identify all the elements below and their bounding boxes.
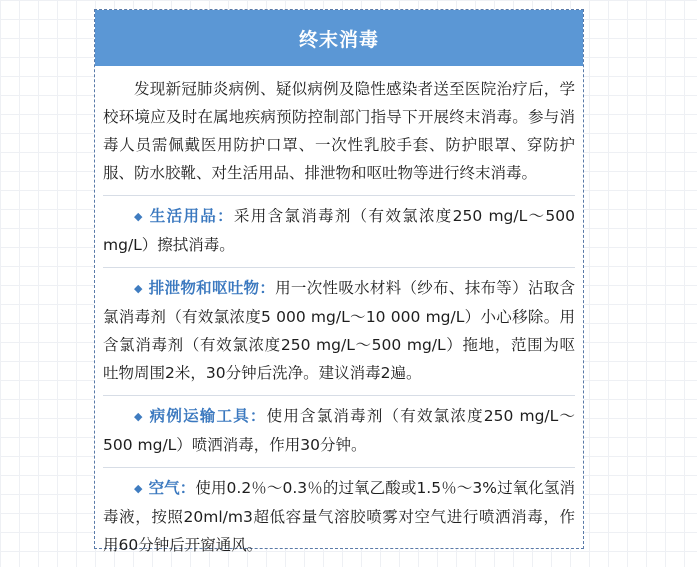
item-text: 采用含氯消毒剂（有效氯浓度250 mg/L～500 mg/L）擦拭消毒。 [103, 207, 575, 254]
diamond-bullet-icon: ◆ [134, 482, 143, 495]
item-daily-goods [95, 196, 583, 267]
diamond-bullet-icon: ◆ [134, 210, 144, 223]
diamond-bullet-icon: ◆ [134, 410, 144, 423]
item-text: 使用0.2％～0.3％的过氧乙酸或1.5％～3%过氧化氢消毒液，按照20ml/m3超低容量气溶胶喷雾对空气进行喷洒消毒，作用60分钟后开窗通风。 [103, 479, 575, 554]
item-label: 生活用品： [149, 207, 234, 225]
intro-paragraph: 发现新冠肺炎病例、疑似病例及隐性感染者送至医院治疗后，学校环境应及时在属地疾病预防控制部门指导下开展终末消毒。参与消毒人员需佩戴医用防护口罩、一次性乳胶手套、防护眼罩、穿防护服、防水胶靴、对生活用品、排泄物和呕吐物等进行终末消毒。 [103, 80, 575, 182]
item-label: 排泄物和呕吐物： [148, 279, 276, 297]
item-excreta-vomit [95, 268, 583, 395]
item-label: 病例运输工具： [149, 407, 267, 425]
item-text: 用一次性吸水材料（纱布、抹布等）沾取含氯消毒剂（有效氯浓度5 000 mg/L～10 000 mg/L）小心移除。用含氯消毒剂（有效氯浓度250 mg/L～500 mg/L）拖地，范围为呕吐物周围2米，30分钟后洗净。建议消毒2遍。 [103, 279, 575, 382]
item-transport [95, 396, 583, 467]
disinfection-card [94, 9, 584, 554]
item-text: 使用含氯消毒剂（有效氯浓度250 mg/L～500 mg/L）喷洒消毒，作用30分钟。 [103, 407, 575, 454]
diamond-bullet-icon: ◆ [134, 282, 143, 295]
item-label: 空气： [148, 479, 196, 497]
item-air [95, 468, 583, 567]
card-title: 终末消毒 [95, 10, 583, 66]
